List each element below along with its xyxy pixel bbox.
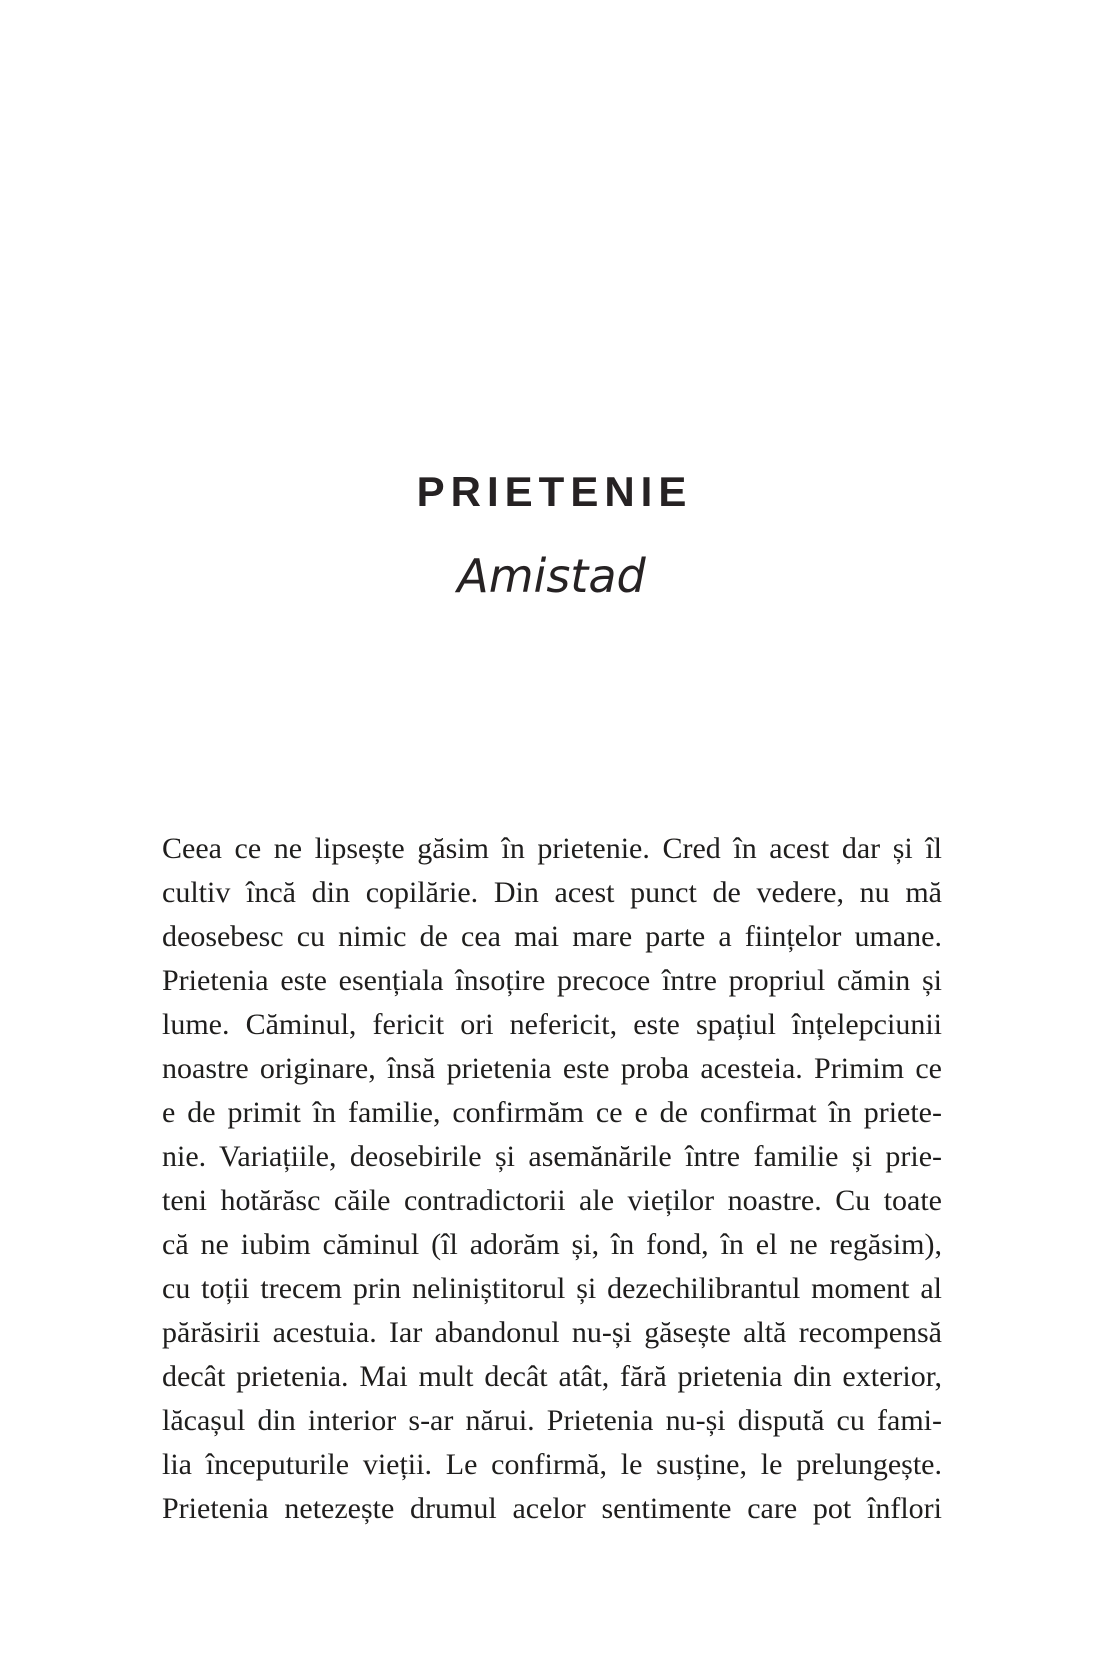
text-line: teni hotărăsc căile contradictorii ale vieților noastre. Cu toate xyxy=(162,1184,942,1217)
text-line: lia începuturile vieții. Le confirmă, le susține, le prelungește. xyxy=(162,1448,942,1481)
text-line: noastre originare, însă prietenia este proba acesteia. Primim ce xyxy=(162,1052,942,1085)
text-line: părăsirii acestuia. Iar abandonul nu-și găsește altă recompensă xyxy=(162,1316,942,1349)
text-line: că ne iubim căminul (îl adorăm și, în fond, în el ne regăsim), xyxy=(162,1228,942,1261)
text-line: cu toții trecem prin neliniștitorul și dezechilibrantul moment al xyxy=(162,1272,942,1305)
chapter-subtitle: Amistad xyxy=(457,549,646,603)
text-line: Prietenia este esențiala însoțire precoce între propriul cămin și xyxy=(162,964,942,997)
text-line: deosebesc cu nimic de cea mai mare parte a ființelor umane. xyxy=(162,920,942,953)
text-line: lume. Căminul, fericit ori nefericit, este spațiul înțelepciunii xyxy=(162,1008,942,1041)
chapter-title: PRIETENIE xyxy=(416,468,693,515)
text-line: cultiv încă din copilărie. Din acest punct de vedere, nu mă xyxy=(162,876,942,909)
text-line: decât prietenia. Mai mult decât atât, fără prietenia din exterior, xyxy=(162,1360,942,1393)
text-line: Ceea ce ne lipsește găsim în prietenie. Cred în acest dar și îl xyxy=(162,832,942,865)
text-line: Prietenia netezește drumul acelor sentimente care pot înflori xyxy=(162,1492,942,1525)
text-line: nie. Variațiile, deosebirile și asemănările între familie și prie- xyxy=(162,1140,942,1173)
text-line: e de primit în familie, confirmăm ce e de confirmat în priete- xyxy=(162,1096,942,1129)
body-text xyxy=(162,827,942,1531)
text-line: lăcașul din interior s-ar nărui. Prietenia nu-și dispută cu fami- xyxy=(162,1404,942,1437)
